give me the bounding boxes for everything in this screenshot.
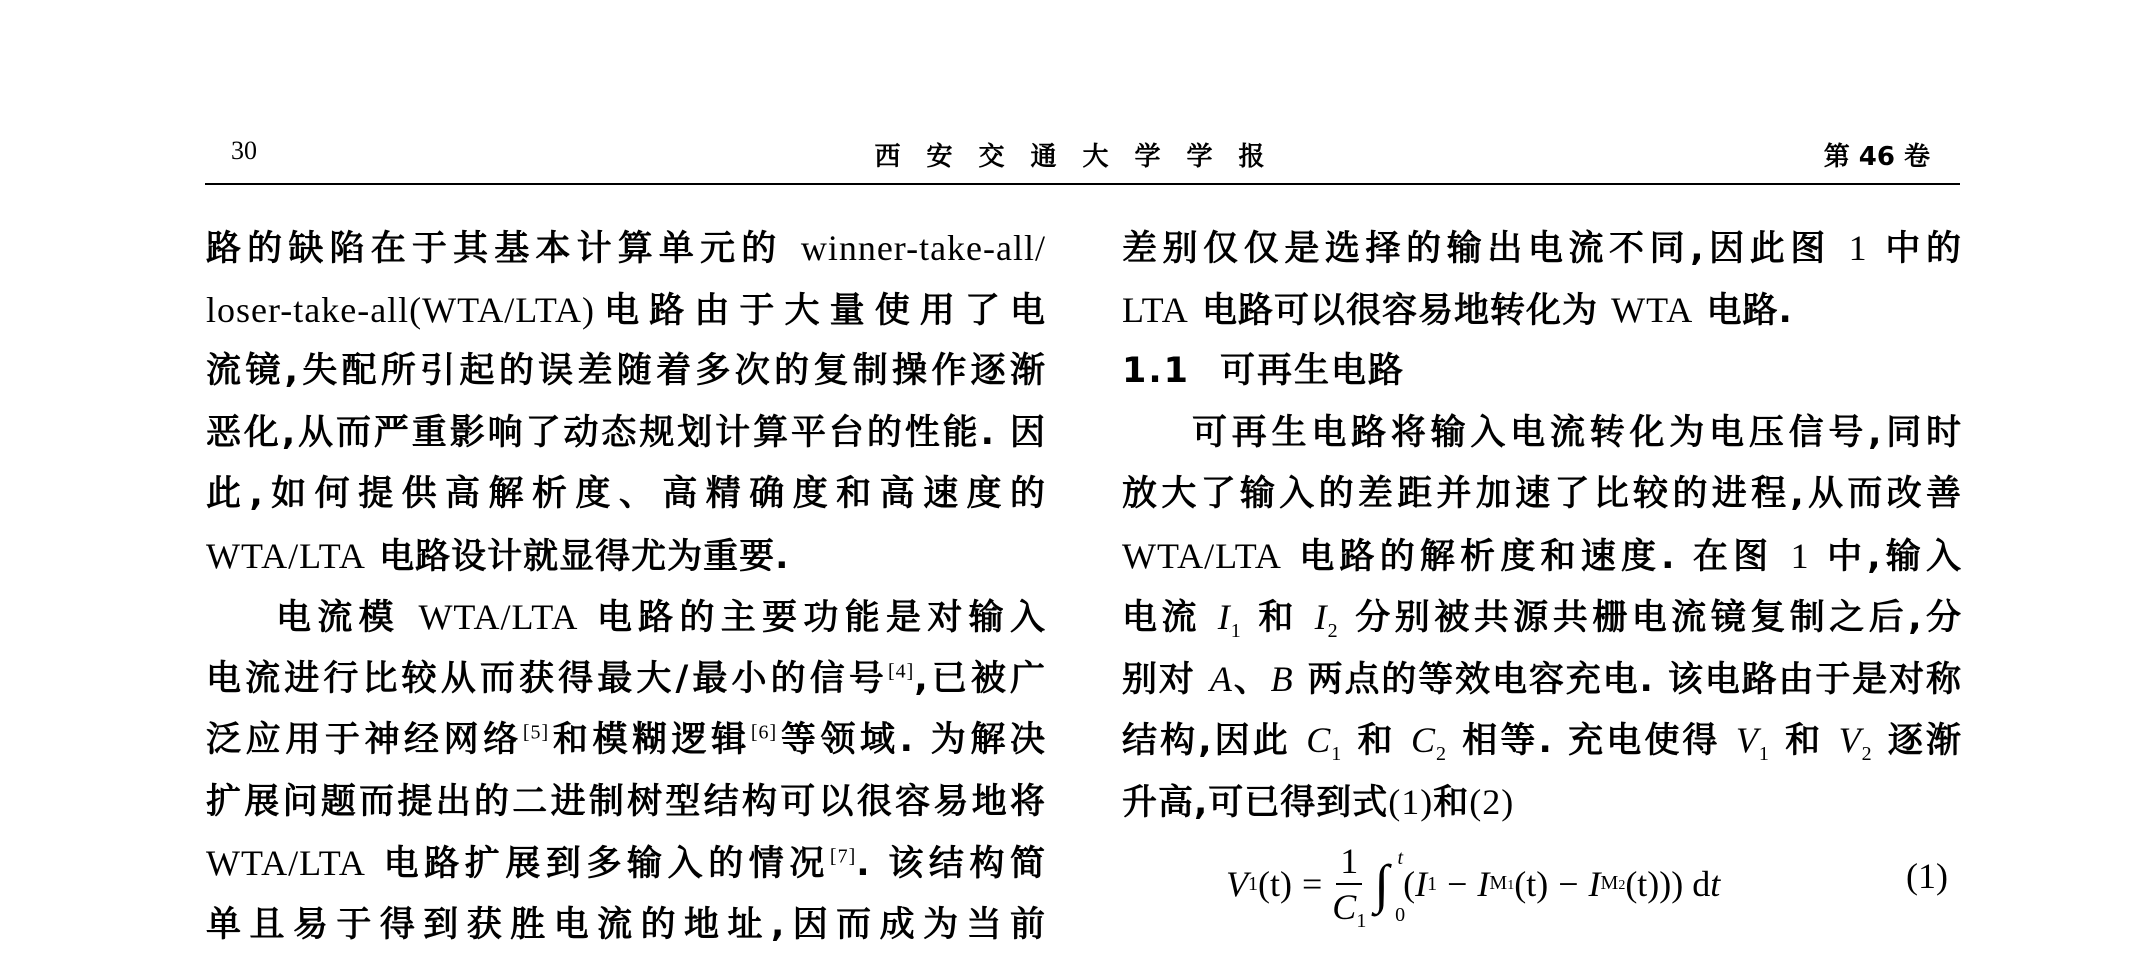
text-line [206, 710, 1046, 772]
text-line [1122, 587, 1962, 649]
text-run: 电路扩展到多输入的情况 [366, 844, 830, 884]
text-run: 相等. 充电使得 [1447, 721, 1736, 761]
text-line [1122, 649, 1962, 711]
math-op: = [1302, 863, 1322, 905]
math-subsub: 2 [1618, 878, 1625, 893]
text-line [1122, 710, 1962, 772]
text-line: 流镜,失配所引起的误差随着多次的复制操作逐渐 [206, 341, 1046, 403]
section-number: 1.1 [1122, 351, 1190, 391]
text-line [1122, 526, 1962, 588]
math-var: V [1736, 720, 1759, 760]
text-line: 扩展问题而提出的二进制树型结构可以很容易地将 [206, 772, 1046, 834]
integral-lower-limit: 0 [1395, 904, 1405, 927]
text-line [1122, 218, 1962, 280]
text-line: 此,如何提供高解析度、高精确度和高速度的 [206, 464, 1046, 526]
integral-upper-limit: t [1398, 847, 1404, 870]
text-line [206, 833, 1046, 895]
equation-number: (1) [1906, 855, 1948, 897]
math-var: t [1710, 863, 1720, 905]
text-line: 可再生电路将输入电流转化为电压信号,同时 [1122, 403, 1962, 465]
text-run: 电流进行比较从而获得最大/最小的信号 [206, 659, 888, 699]
section-title: 可再生电路 [1220, 351, 1405, 391]
integral-sign [1374, 853, 1389, 915]
math-sub: 1 [1356, 910, 1366, 932]
section-heading [1122, 341, 1962, 403]
math-sub: 2 [1862, 743, 1873, 765]
text-run: 分别被共源共栅电流镜复制之后,分 [1339, 598, 1962, 638]
text-run: 、 [1233, 660, 1271, 700]
math-paren: ( [1403, 863, 1415, 905]
math-var: V [1839, 720, 1862, 760]
math-op: − [1447, 863, 1467, 905]
math-subsub: 1 [1507, 878, 1514, 893]
text-run: 中,输入 [1810, 537, 1962, 577]
running-header [205, 128, 1960, 176]
text-line: 单且易于得到获胜电流的地址,因而成为当前 [206, 895, 1046, 956]
math-sub-letter: M [1489, 872, 1507, 894]
text-run: 两点的等效电容充电. 该电路由于是对称 [1294, 660, 1962, 700]
text-run: 升高,可已得到式 [1122, 783, 1388, 823]
math-var: I [1589, 863, 1601, 905]
equation-1 [1122, 833, 1962, 923]
left-column [206, 218, 1046, 956]
text-line [206, 218, 1046, 280]
math-var: A [1210, 659, 1233, 699]
text-run: 电流模 [276, 598, 418, 638]
header-rule [205, 183, 1960, 185]
math-var: I [1315, 597, 1328, 637]
text-line: 放大了输入的差距并加速了比较的进程,从而改善 [1122, 464, 1962, 526]
text-run: 电流 [1122, 598, 1218, 638]
math-sub: 1 [1759, 743, 1770, 765]
text-run: 路的缺陷在于其基本计算单元的 [206, 229, 801, 269]
text-run: LTA [1122, 290, 1189, 330]
math-var: B [1271, 659, 1294, 699]
math-sub: 2 [1328, 620, 1339, 642]
citation: [5] [523, 721, 549, 743]
math-var: I [1415, 863, 1427, 905]
text-run: 和 [1342, 721, 1411, 761]
math-op: ∫ [1374, 854, 1389, 914]
text-run: 电路可以很容易地转化为 [1189, 291, 1611, 331]
text-run: 1 [1791, 536, 1810, 576]
text-run: 电路. [1693, 291, 1792, 331]
text-run: 中的 [1868, 229, 1962, 269]
math-var: C [1411, 720, 1436, 760]
fraction-denominator [1332, 885, 1366, 925]
text-run: 逐渐 [1873, 721, 1962, 761]
math-arg: (t) [1625, 863, 1659, 905]
page-number: 30 [231, 136, 257, 166]
math-var: V [1226, 863, 1248, 905]
text-run: 和 [1770, 721, 1839, 761]
math-op: − [1558, 863, 1578, 905]
text-line [206, 526, 1046, 588]
citation: [6] [751, 721, 777, 743]
text-run: 别对 [1122, 660, 1210, 700]
math-var: C [1332, 887, 1356, 927]
math-var: I [1477, 863, 1489, 905]
citation: [4] [888, 660, 914, 682]
text-run: 电路由于大量使用了电 [595, 291, 1046, 331]
text-run: loser-take-all(WTA/LTA) [206, 290, 595, 330]
equation-body: V 1 (t) = $\frac{1}{C_1}$ ∫ t 0 ( I 1 − I M1 (t) − I M2 (t) )) d t [1226, 843, 1720, 925]
text-run: winner-take-all/ [801, 228, 1046, 268]
text-run: WTA [1611, 290, 1693, 330]
text-run: ,已被广 [914, 659, 1046, 699]
text-line [206, 649, 1046, 711]
citation: [7] [830, 845, 856, 867]
volume-label: 第 46 卷 [1824, 136, 1930, 173]
text-line [1122, 772, 1962, 834]
math-sub-letter: M [1601, 872, 1619, 894]
math-sub [1489, 883, 1514, 886]
fraction-numerator: 1 [1336, 843, 1362, 885]
text-run: (1) [1388, 782, 1433, 822]
fraction [1332, 843, 1366, 925]
text-run: 和 [1433, 783, 1469, 823]
text-line [206, 587, 1046, 649]
text-run: (2) [1469, 782, 1514, 822]
math-var: C [1306, 720, 1331, 760]
text-run: 电路设计就显得尤为重要. [366, 537, 789, 577]
journal-title: 西安交通大学学报 [205, 136, 1960, 173]
math-arg: (t) [1258, 863, 1292, 905]
math-sub: 2 [1436, 743, 1447, 765]
math-paren: )) d [1659, 863, 1710, 905]
text-run: 结构,因此 [1122, 721, 1306, 761]
math-arg: (t) [1514, 863, 1548, 905]
text-run: WTA/LTA [418, 597, 578, 637]
text-run: 和模糊逻辑 [549, 720, 751, 760]
text-run: 1 [1849, 228, 1868, 268]
text-run: 差别仅仅是选择的输出电流不同,因此图 [1122, 229, 1849, 269]
math-sub [1601, 883, 1626, 886]
right-column [1122, 218, 1962, 923]
text-line [206, 280, 1046, 342]
text-run: 和 [1242, 598, 1315, 638]
text-run: WTA/LTA [206, 536, 366, 576]
text-run: 等领域. 为解决 [777, 720, 1046, 760]
text-line: 恶化,从而严重影响了动态规划计算平台的性能. 因 [206, 403, 1046, 465]
math-sub: 1 [1331, 743, 1342, 765]
text-run: 泛应用于神经网络 [206, 720, 523, 760]
text-line [1122, 280, 1962, 342]
math-sub: 1 [1231, 620, 1242, 642]
text-run: WTA/LTA [1122, 536, 1282, 576]
text-run: . 该结构简 [856, 844, 1046, 884]
text-run: WTA/LTA [206, 843, 366, 883]
text-run: 电路的主要功能是对输入 [578, 598, 1046, 638]
text-run: 电路的解析度和速度. 在图 [1282, 537, 1791, 577]
math-var: I [1218, 597, 1231, 637]
